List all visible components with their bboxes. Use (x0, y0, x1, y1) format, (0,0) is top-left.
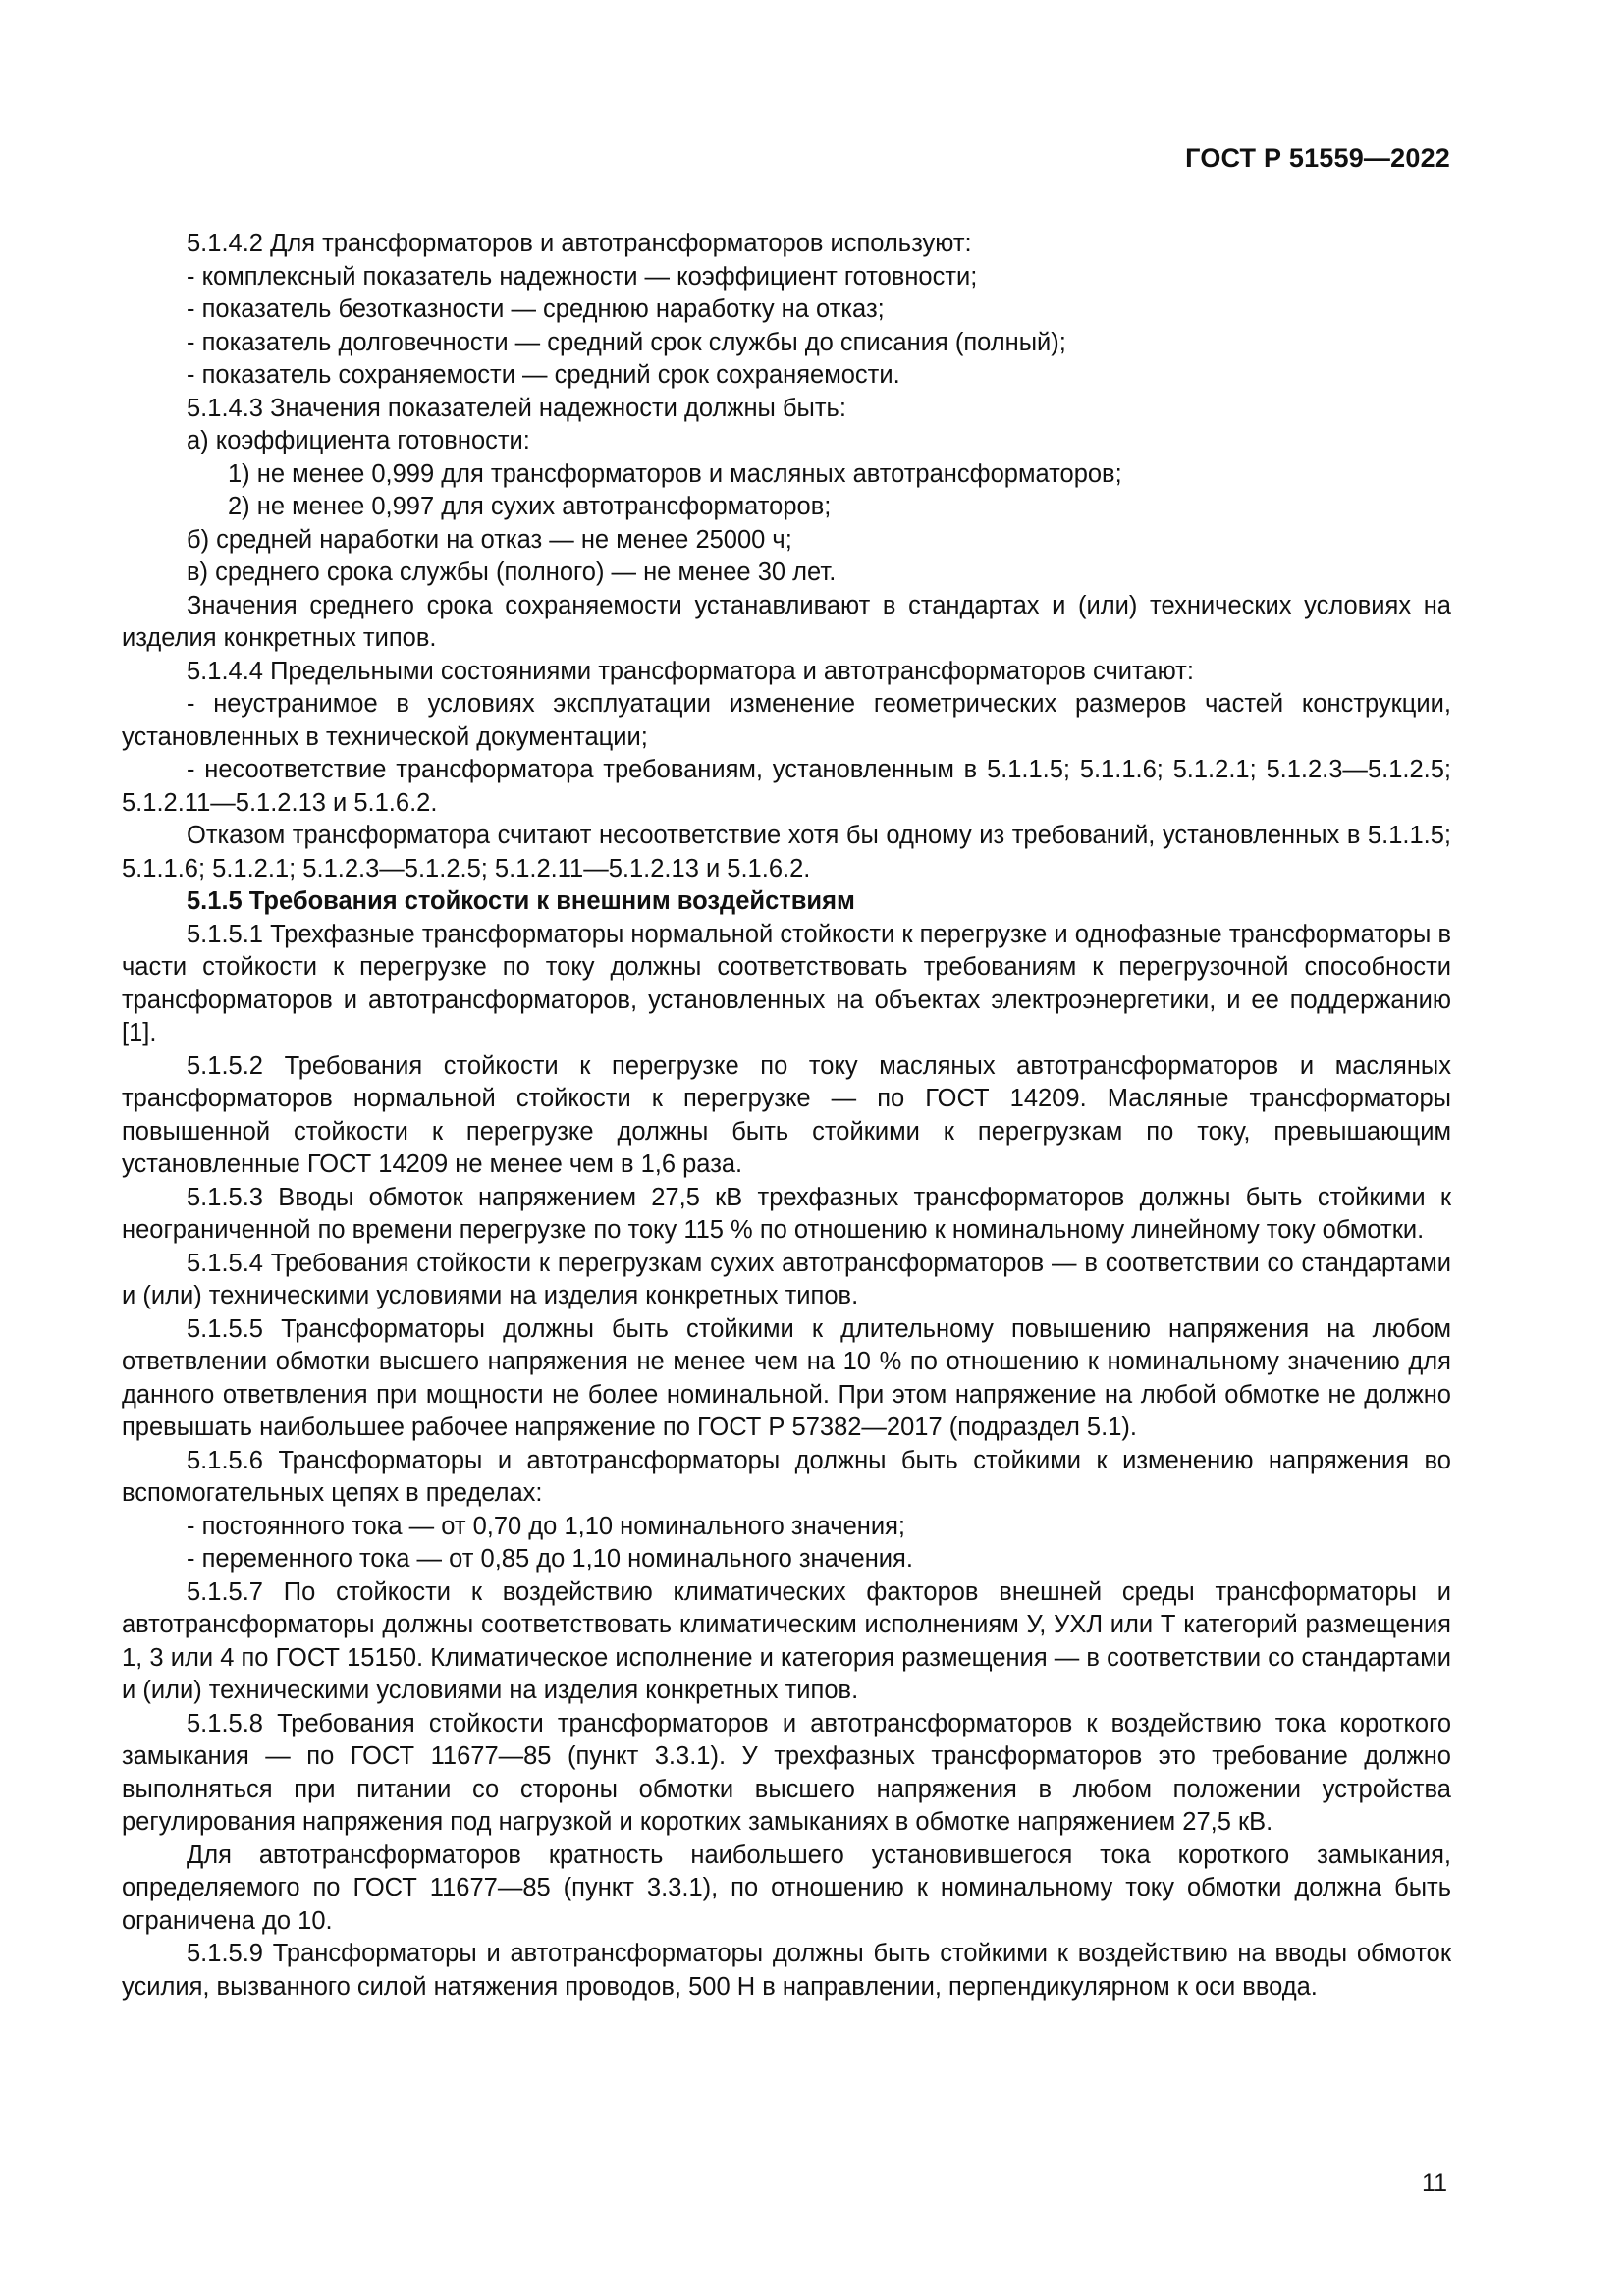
paragraph: б) средней наработки на отказ — не менее 25000 ч; (187, 525, 792, 554)
paragraph: 1) не менее 0,999 для трансформаторов и масляных автотрансформаторов; (228, 459, 1122, 488)
paragraph: - показатель долговечности — средний срок службы до списания (полный); (187, 328, 1066, 356)
paragraph: 5.1.5.2 Требования стойкости к перегрузке по току масляных автотрансформаторов и масляных трансформаторов нормальной стойкости к перегрузке — по ГОСТ 14209. Масляные трансформаторы повышенной стойкости к перегрузке должны быть стойкими к перегрузкам по току, превышающим установленные ГОСТ 14209 не менее чем в 1,6 раза. (122, 1051, 1451, 1178)
document-body (122, 228, 1451, 2003)
paragraph: 5.1.5.3 Вводы обмоток напряжением 27,5 кВ трехфазных трансформаторов должны быть стойкими к неограниченной по времени перегрузке по току 115 % по отношению к номинальному линейному току обмотки. (122, 1183, 1451, 1244)
page-number: 11 (1422, 2169, 1447, 2197)
paragraph: Отказом трансформатора считают несоответствие хотя бы одному из требований, установленных в 5.1.1.5; 5.1.1.6; 5.1.2.1; 5.1.2.3—5.1.2.5; 5.1.2.11—5.1.2.13 и 5.1.6.2. (122, 822, 1451, 882)
paragraph: - несоответствие трансформатора требованиям, установленным в 5.1.1.5; 5.1.1.6; 5.1.2.1; 5.1.2.3—5.1.2.5; 5.1.2.11—5.1.2.13 и 5.1.6.2. (122, 756, 1451, 817)
paragraph: Значения среднего срока сохраняемости устанавливают в стандартах и (или) технических условиях на изделия конкретных типов. (122, 591, 1451, 652)
paragraph: 5.1.5.8 Требования стойкости трансформаторов и автотрансформаторов к воздействию тока короткого замыкания — по ГОСТ 11677—85 (пункт 3.3.1). У трехфазных трансформаторов это требование должно выполняться при питании со стороны обмотки высшего напряжения в любом положении устройства регулирования напряжения под нагрузкой и коротких замыканиях в обмотке напряжением 27,5 кВ. (122, 1709, 1451, 1836)
paragraph: - показатель безотказности — среднюю наработку на отказ; (187, 295, 885, 323)
paragraph: 5.1.5.6 Трансформаторы и автотрансформаторы должны быть стойкими к изменению напряжения во вспомогательных цепях в пределах: (122, 1446, 1451, 1507)
paragraph: - показатель сохраняемости — средний срок сохраняемости. (187, 361, 900, 389)
paragraph: 5.1.5.7 По стойкости к воздействию климатических факторов внешней среды трансформаторы и автотрансформаторы должны соответствовать климатическим исполнениям У, УХЛ или Т категорий размещения 1, 3 или 4 по ГОСТ 15150. Климатическое исполнение и категория размещения — в соответствии со стандартами и (или) техническими условиями на изделия конкретных типов. (122, 1577, 1451, 1704)
paragraph: - комплексный показатель надежности — коэффициент готовности; (187, 262, 978, 291)
paragraph: Для автотрансформаторов кратность наибольшего установившегося тока короткого замыкания, определяемого по ГОСТ 11677—85 (пункт 3.3.1), по отношению к номинальному току обмотки должна быть ограничена до 10. (122, 1841, 1451, 1935)
document-code-header: ГОСТ Р 51559—2022 (1185, 143, 1450, 173)
paragraph: - постоянного тока — от 0,70 до 1,10 номинального значения; (187, 1512, 905, 1540)
paragraph: в) среднего срока службы (полного) — не менее 30 лет. (187, 559, 837, 586)
paragraph: 2) не менее 0,997 для сухих автотрансформаторов; (228, 493, 832, 520)
paragraph: 5.1.4.2 Для трансформаторов и автотрансформаторов используют: (187, 230, 972, 257)
paragraph: 5.1.5.1 Трехфазные трансформаторы нормальной стойкости к перегрузке и однофазные трансформаторы в части стойкости к перегрузке по току должны соответствовать требованиям к перегрузочной способности трансформаторов и автотрансформаторов, установленных на объектах электроэнергетики, и ее поддержанию [1]. (122, 920, 1451, 1046)
paragraph: 5.1.5.4 Требования стойкости к перегрузкам сухих автотрансформаторов — в соответствии со стандартами и (или) техническими условиями на изделия конкретных типов. (122, 1249, 1451, 1309)
paragraph: 5.1.4.4 Предельными состояниями трансформатора и автотрансформаторов считают: (187, 657, 1194, 685)
paragraph: - неустранимое в условиях эксплуатации изменение геометрических размеров частей конструкции, установленных в технической документации; (122, 690, 1451, 751)
paragraph: - переменного тока — от 0,85 до 1,10 номинального значения. (187, 1545, 913, 1573)
section-heading: 5.1.5 Требования стойкости к внешним воздействиям (187, 887, 855, 915)
paragraph: 5.1.4.3 Значения показателей надежности должны быть: (187, 394, 846, 422)
paragraph: 5.1.5.5 Трансформаторы должны быть стойкими к длительному повышению напряжения на любом ответвлении обмотки высшего напряжения не менее чем на 10 % по отношению к номинальному значению для данного ответвления при мощности не более номинальной. При этом напряжение на любой обмотке не должно превышать наибольшее рабочее напряжение по ГОСТ Р 57382—2017 (подраздел 5.1). (122, 1314, 1451, 1441)
paragraph: 5.1.5.9 Трансформаторы и автотрансформаторы должны быть стойкими к воздействию на вводы обмоток усилия, вызванного силой натяжения проводов, 500 Н в направлении, перпендикулярном к оси ввода. (122, 1940, 1451, 2001)
paragraph: а) коэффициента готовности: (187, 427, 530, 454)
